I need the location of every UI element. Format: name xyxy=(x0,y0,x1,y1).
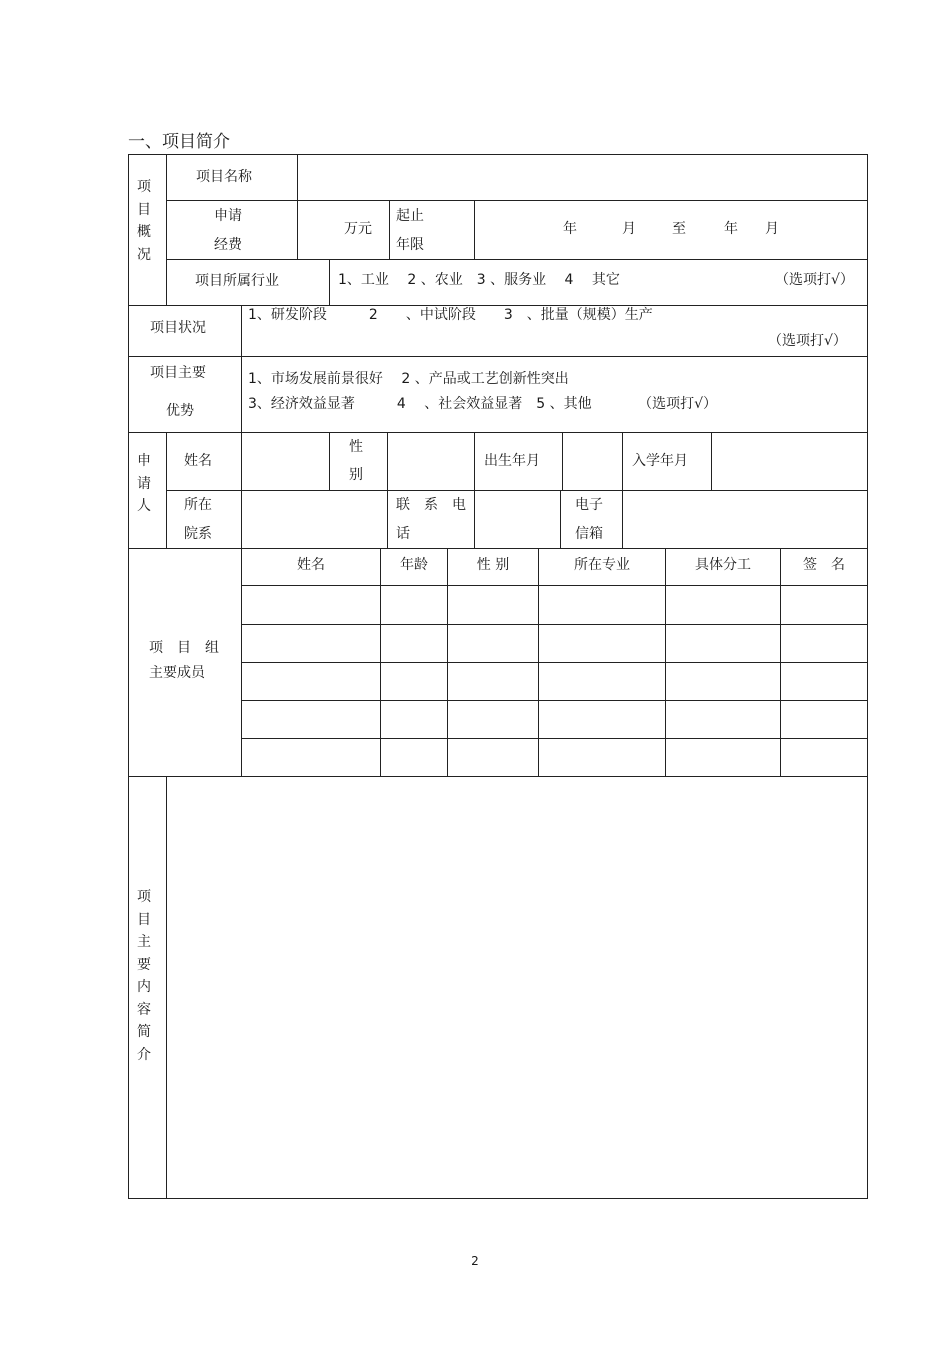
period-to: 至 xyxy=(672,221,686,237)
applicant-email-label-2: 信箱 xyxy=(575,526,603,542)
divider xyxy=(474,200,475,260)
period-label: 起止 xyxy=(396,208,424,224)
content-field[interactable] xyxy=(168,778,866,1197)
divider xyxy=(128,432,868,433)
advantages-line-1[interactable]: 1、市场发展前景很好 2 、产品或工艺创新性突出 xyxy=(248,371,569,387)
table-left-border xyxy=(128,154,129,1199)
status-label: 项目状况 xyxy=(150,320,206,336)
table-row[interactable] xyxy=(242,739,867,775)
overview-group-label: 项 目 概 况 xyxy=(137,179,151,263)
divider xyxy=(128,356,868,357)
members-header-signature: 签 名 xyxy=(803,557,845,573)
divider xyxy=(166,776,167,1199)
members-header-role: 具体分工 xyxy=(695,557,751,573)
divider xyxy=(128,548,868,549)
divider xyxy=(622,432,623,548)
funding-label: 申请 xyxy=(214,208,242,224)
period-label-2: 年限 xyxy=(396,237,424,253)
applicant-birth-label: 出生年月 xyxy=(484,453,540,469)
table-row[interactable] xyxy=(242,701,867,737)
divider xyxy=(166,490,868,491)
divider xyxy=(128,305,868,306)
table-bottom-border xyxy=(128,1198,868,1199)
divider xyxy=(474,432,475,548)
advantages-label-2: 优势 xyxy=(166,403,194,419)
divider xyxy=(166,154,167,305)
members-header-major: 所在专业 xyxy=(574,557,630,573)
divider xyxy=(297,154,298,260)
table-right-border xyxy=(867,154,868,1199)
industry-label: 项目所属行业 xyxy=(195,273,279,289)
members-label-2: 主要成员 xyxy=(149,665,205,681)
period-start-year[interactable]: 年 xyxy=(563,221,577,237)
funding-unit[interactable]: 万元 xyxy=(344,221,372,237)
divider xyxy=(389,200,390,260)
applicant-enroll-label: 入学年月 xyxy=(632,453,688,469)
applicant-birth-field[interactable] xyxy=(564,434,621,489)
industry-hint: （选项打√） xyxy=(775,272,854,288)
applicant-name-field[interactable] xyxy=(243,434,328,489)
divider xyxy=(562,432,563,490)
applicant-name-label: 姓名 xyxy=(184,453,212,469)
period-end-year[interactable]: 年 xyxy=(724,221,738,237)
divider xyxy=(387,432,388,548)
section-title: 一、项目简介 xyxy=(128,132,230,152)
table-row[interactable] xyxy=(242,625,867,661)
status-options[interactable]: 1、研发阶段 2 、中试阶段 3 、批量（规模）生产 xyxy=(248,307,653,323)
applicant-email-field[interactable] xyxy=(624,492,866,547)
project-name-field[interactable] xyxy=(299,156,865,199)
applicant-gender-field[interactable] xyxy=(389,434,473,489)
members-header-name: 姓名 xyxy=(297,557,325,573)
applicant-dept-field[interactable] xyxy=(243,492,386,547)
applicant-phone-field[interactable] xyxy=(476,492,559,547)
advantages-line-2[interactable]: 3、经济效益显著 4 、社会效益显著 5 、其他 （选项打√） xyxy=(248,396,717,412)
applicant-gender-label: 性 xyxy=(349,439,363,455)
table-row[interactable] xyxy=(242,663,867,699)
period-end-month[interactable]: 月 xyxy=(765,221,779,237)
applicant-group-label: 申 请 人 xyxy=(137,453,151,514)
advantages-label: 项目主要 xyxy=(150,365,206,381)
divider xyxy=(560,490,561,548)
page-number: 2 xyxy=(471,1254,479,1268)
industry-options[interactable]: 1、工业 2 、农业 3 、服务业 4 其它 xyxy=(338,272,620,288)
divider xyxy=(166,259,868,260)
divider xyxy=(128,776,868,777)
divider xyxy=(166,200,868,201)
content-label: 项 目 主 要 内 容 简 介 xyxy=(137,889,151,1063)
divider xyxy=(329,432,330,490)
applicant-gender-label-2: 别 xyxy=(349,467,363,483)
members-header-gender: 性 别 xyxy=(476,557,510,573)
funding-label-2: 经费 xyxy=(214,237,242,253)
table-row[interactable] xyxy=(242,586,867,623)
period-start-month[interactable]: 月 xyxy=(622,221,636,237)
divider xyxy=(711,432,712,490)
status-hint: （选项打√） xyxy=(768,333,847,349)
applicant-email-label: 电子 xyxy=(575,497,603,513)
applicant-phone-label: 联 系 电 xyxy=(396,497,466,513)
table-top-border xyxy=(128,154,868,155)
divider xyxy=(329,259,330,305)
project-name-label: 项目名称 xyxy=(196,169,252,185)
applicant-enroll-field[interactable] xyxy=(713,434,866,489)
applicant-dept-label-2: 院系 xyxy=(184,526,212,542)
members-label: 项 目 组 xyxy=(149,640,219,656)
members-header-age: 年龄 xyxy=(400,557,428,573)
applicant-dept-label: 所在 xyxy=(184,497,212,513)
applicant-phone-label-2: 话 xyxy=(396,526,410,542)
